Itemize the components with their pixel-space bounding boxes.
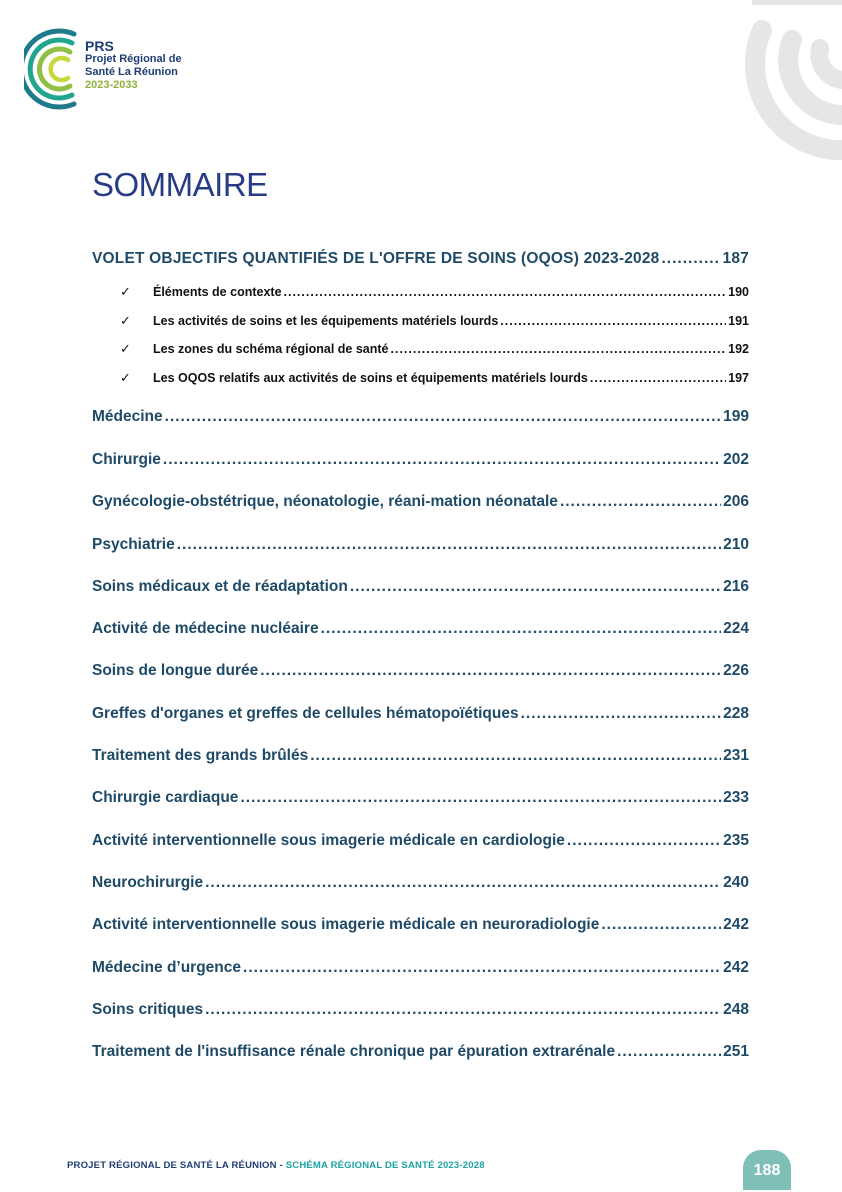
toc-entry-page: 199 <box>723 408 749 425</box>
toc-main-heading-page: 187 <box>722 250 749 267</box>
toc-entry[interactable] <box>92 662 749 680</box>
toc-entry-label: Chirurgie cardiaque <box>92 789 239 806</box>
dot-leader <box>567 832 721 850</box>
toc-entry[interactable] <box>92 959 749 977</box>
toc-entry[interactable] <box>92 451 749 469</box>
toc-entry-page: 231 <box>723 747 749 764</box>
dot-leader <box>560 493 721 511</box>
dot-leader <box>590 371 726 385</box>
dot-leader <box>321 620 722 638</box>
logo-line-2: Santé La Réunion <box>85 66 178 78</box>
toc-entry-label: Activité interventionnelle sous imagerie médicale en neuroradiologie <box>92 916 600 933</box>
dot-leader <box>165 408 721 426</box>
toc-entry-page: 251 <box>723 1043 749 1060</box>
toc-entry-page: 224 <box>723 620 749 637</box>
toc-entry-label: Soins de longue durée <box>92 662 259 679</box>
toc-entry[interactable] <box>92 1001 749 1019</box>
toc-entry-page: 202 <box>723 451 749 468</box>
dot-leader <box>177 536 721 554</box>
footer-part-1: PROJET RÉGIONAL DE SANTÉ LA RÉUNION <box>67 1160 277 1171</box>
toc-entry-page: 242 <box>723 959 749 976</box>
dot-leader <box>662 250 721 268</box>
page-number-badge: 188 <box>743 1150 791 1190</box>
toc-entry-page: 248 <box>723 1001 749 1018</box>
dot-leader <box>601 916 721 934</box>
toc-sub-item-page: 197 <box>728 371 749 385</box>
dot-leader <box>391 342 727 356</box>
logo-acronym: PRS <box>85 38 114 54</box>
toc-entry-label: Neurochirurgie <box>92 874 204 891</box>
toc-entry-label: Traitement de l'insuffisance rénale chronique par épuration extrarénale <box>92 1043 616 1060</box>
toc-main-heading[interactable] <box>92 250 749 268</box>
toc-entry-label: Greffes d'organes et greffes de cellules hématopoïétiques <box>92 705 519 722</box>
page-title: SOMMAIRE <box>92 166 268 203</box>
toc-entry[interactable] <box>92 1043 749 1061</box>
toc-entry-label: Psychiatrie <box>92 536 175 553</box>
toc-entry-page: 228 <box>723 705 749 722</box>
toc-entry[interactable] <box>92 620 749 638</box>
toc-entry[interactable] <box>92 578 749 596</box>
toc-entry-label: Médecine d’urgence <box>92 959 242 976</box>
toc-main-heading-label: VOLET OBJECTIFS QUANTIFIÉS DE L'OFFRE DE SOINS (OQOS) 2023-2028 <box>92 250 660 267</box>
toc-entry[interactable] <box>92 789 749 807</box>
toc-sub-item-page: 192 <box>728 342 749 356</box>
dot-leader <box>284 285 727 299</box>
toc-entry[interactable] <box>92 705 749 723</box>
toc-sub-item[interactable] <box>120 370 749 386</box>
logo-line-1: Projet Régional de <box>85 53 182 65</box>
dot-leader <box>260 662 721 680</box>
toc-sub-item[interactable] <box>120 313 749 329</box>
checkmark-icon: ✓ <box>120 341 131 356</box>
dot-leader <box>350 578 721 596</box>
toc-entry[interactable] <box>92 832 749 850</box>
toc-sub-item[interactable] <box>120 284 749 300</box>
checkmark-icon: ✓ <box>120 370 131 385</box>
dot-leader <box>205 1001 721 1019</box>
toc-entry-page: 240 <box>723 874 749 891</box>
dot-leader <box>521 705 722 723</box>
dot-leader <box>243 959 721 977</box>
toc-entry-page: 235 <box>723 832 749 849</box>
toc-entry[interactable] <box>92 874 749 892</box>
toc-entry[interactable] <box>92 493 749 511</box>
toc-entry-page: 210 <box>723 536 749 553</box>
dot-leader <box>310 747 721 765</box>
decorative-arcs-icon <box>692 0 842 165</box>
toc-entry-label: Médecine <box>92 408 163 425</box>
toc-sub-item-label: Les OQOS relatifs aux activités de soins et équipements matériels lourds <box>153 371 588 385</box>
toc-entry-label: Traitement des grands brûlés <box>92 747 309 764</box>
footer-part-2: SCHÉMA RÉGIONAL DE SANTÉ 2023-2028 <box>285 1160 485 1171</box>
toc-entry-page: 233 <box>723 789 749 806</box>
toc-entry[interactable] <box>92 536 749 554</box>
checkmark-icon: ✓ <box>120 284 131 299</box>
dot-leader <box>500 314 726 328</box>
logo-years: 2023-2033 <box>85 79 138 91</box>
toc-entry[interactable] <box>92 408 749 426</box>
toc-entry-page: 226 <box>723 662 749 679</box>
dot-leader <box>205 874 721 892</box>
toc-sub-item-page: 191 <box>728 314 749 328</box>
toc-entry-label: Activité interventionnelle sous imagerie médicale en cardiologie <box>92 832 565 849</box>
toc-entry-label: Soins critiques <box>92 1001 204 1018</box>
footer-separator: - <box>276 1160 286 1171</box>
checkmark-icon: ✓ <box>120 313 131 328</box>
dot-leader <box>240 789 721 807</box>
toc-entry-label: Soins médicaux et de réadaptation <box>92 578 348 595</box>
toc-sub-item[interactable] <box>120 341 749 357</box>
toc-entry-page: 242 <box>723 916 749 933</box>
toc-sub-item-label: Les activités de soins et les équipements matériels lourds <box>153 314 499 328</box>
prs-logo-mark-icon <box>24 28 84 112</box>
toc-entry-page: 206 <box>723 493 749 510</box>
prs-logo <box>24 28 224 112</box>
toc-entry-label: Activité de médecine nucléaire <box>92 620 319 637</box>
toc-sub-item-label: Éléments de contexte <box>153 285 282 299</box>
toc-sub-item-label: Les zones du schéma régional de santé <box>153 342 389 356</box>
toc-entry[interactable] <box>92 916 749 934</box>
toc-entry-label: Chirurgie <box>92 451 161 468</box>
toc-entry[interactable] <box>92 747 749 765</box>
toc-entry-label: Gynécologie-obstétrique, néonatologie, réani-mation néonatale <box>92 493 558 510</box>
dot-leader <box>163 451 721 469</box>
dot-leader <box>617 1043 721 1061</box>
toc-sub-item-page: 190 <box>728 285 749 299</box>
page-footer <box>67 1160 485 1171</box>
toc-entry-page: 216 <box>723 578 749 595</box>
